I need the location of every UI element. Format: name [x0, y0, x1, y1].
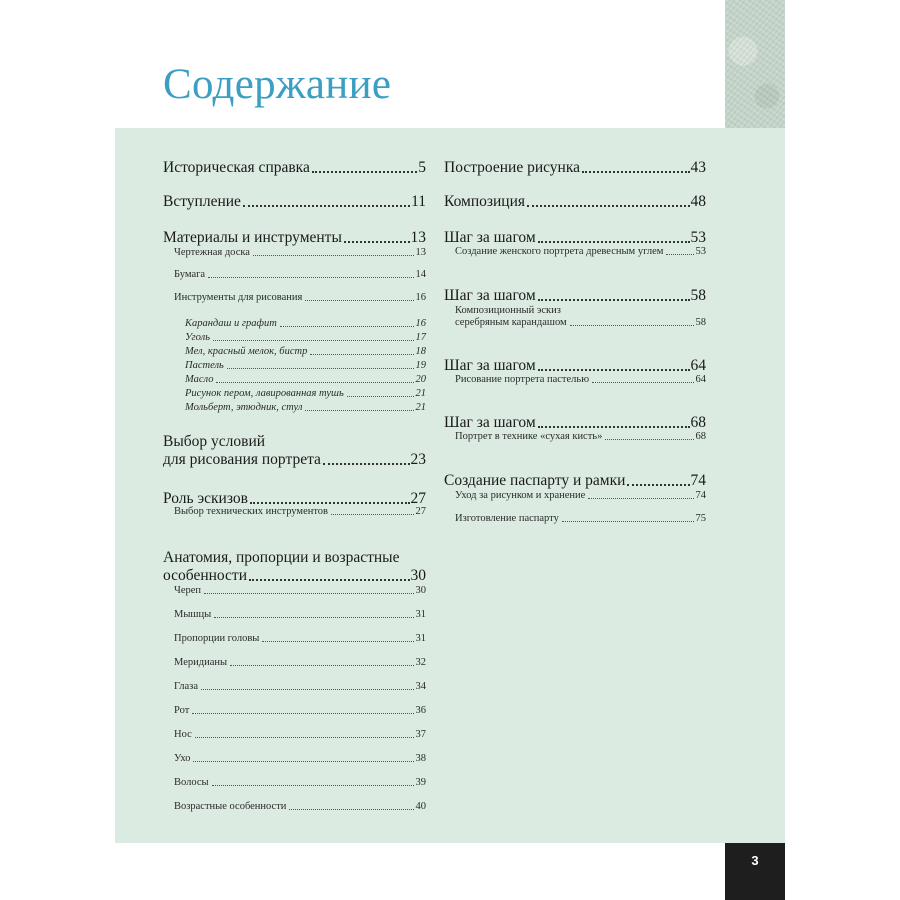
toc-item[interactable] — [185, 402, 426, 414]
dot-leader — [347, 396, 414, 397]
dot-leader — [666, 254, 693, 255]
toc-entry-page: 30 — [410, 567, 426, 584]
toc-entry-page: 64 — [690, 357, 706, 374]
toc-entry-page: 11 — [411, 193, 426, 210]
toc-subentry-page: 31 — [415, 609, 426, 620]
toc-subentry[interactable] — [174, 506, 426, 518]
toc-subentry[interactable] — [455, 431, 706, 443]
toc-item-title: Мольберт, этюдник, стул — [185, 402, 303, 413]
toc-subentry-page: 16 — [415, 292, 426, 303]
dot-leader — [344, 241, 410, 243]
toc-subentry-page: 53 — [695, 246, 706, 257]
toc-subentry-title: Возрастные особенности — [174, 801, 287, 812]
toc-subentry-page: 36 — [415, 705, 426, 716]
toc-subentry[interactable] — [455, 490, 706, 502]
toc-entry[interactable] — [163, 229, 426, 246]
toc-entry-title: Материалы и инструменты — [163, 229, 342, 246]
toc-subentry-title: Волосы — [174, 777, 209, 788]
dot-leader — [305, 410, 413, 411]
dot-leader — [227, 368, 414, 369]
dot-leader — [212, 785, 414, 786]
toc-entry[interactable] — [444, 357, 706, 374]
toc-subentry-page: 38 — [415, 753, 426, 764]
dot-leader — [538, 426, 690, 428]
toc-subentry[interactable] — [174, 633, 426, 645]
dot-leader — [193, 761, 413, 762]
toc-item[interactable] — [185, 360, 426, 372]
toc-subentry-title: Выбор технических инструментов — [174, 506, 329, 517]
toc-subentry-page: 32 — [415, 657, 426, 668]
dot-leader — [201, 689, 414, 690]
dot-leader — [249, 579, 409, 581]
toc-subentry-title: Рот — [174, 705, 190, 716]
toc-subentry-title: Пропорции головы — [174, 633, 260, 644]
dot-leader — [538, 241, 690, 243]
dot-leader — [289, 809, 413, 810]
toc-entry[interactable] — [163, 432, 426, 468]
dot-leader — [230, 665, 413, 666]
toc-item[interactable] — [185, 332, 426, 344]
toc-entry-page: 27 — [410, 490, 426, 507]
toc-item-title: Масло — [185, 374, 214, 385]
dot-leader — [312, 171, 417, 173]
toc-subentry-title: Череп — [174, 585, 202, 596]
toc-subentry-page: 34 — [415, 681, 426, 692]
dot-leader — [195, 737, 414, 738]
toc-subentry[interactable] — [174, 269, 426, 281]
toc-entry-title: Шаг за шагом — [444, 229, 536, 246]
toc-subentry-title: Портрет в технике «сухая кисть» — [455, 431, 603, 442]
dot-leader — [562, 521, 694, 522]
toc-subentry-page: 27 — [415, 506, 426, 517]
dot-leader — [280, 326, 414, 327]
dot-leader — [216, 382, 413, 383]
toc-subentry-page: 39 — [415, 777, 426, 788]
toc-entry-title: Историческая справка — [163, 159, 310, 176]
toc-entry-page: 53 — [690, 229, 706, 246]
toc-item-page: 18 — [415, 346, 426, 357]
toc-entry-title: Шаг за шагом — [444, 357, 536, 374]
toc-subentry-title: Меридианы — [174, 657, 228, 668]
toc-panel — [115, 128, 785, 843]
toc-entry[interactable] — [444, 472, 706, 489]
toc-subentry-page: 30 — [415, 585, 426, 596]
toc-subentry[interactable] — [174, 609, 426, 621]
toc-subentry[interactable] — [174, 247, 426, 259]
toc-subentry-title: Изготовление паспарту — [455, 513, 559, 524]
toc-entry[interactable] — [444, 287, 706, 304]
toc-subentry[interactable] — [174, 292, 426, 304]
dot-leader — [323, 463, 410, 465]
toc-item-page: 21 — [415, 388, 426, 399]
dot-leader — [627, 484, 689, 486]
toc-subentry-page: 37 — [415, 729, 426, 740]
dot-leader — [305, 300, 413, 301]
toc-entry-page: 13 — [410, 229, 426, 246]
toc-item-page: 21 — [415, 402, 426, 413]
dot-leader — [192, 713, 413, 714]
toc-subentry-title: Инструменты для рисования — [174, 292, 303, 303]
toc-entry-title-line1: Выбор условий — [163, 433, 266, 450]
dot-leader — [208, 277, 413, 278]
toc-item-title: Пастель — [185, 360, 224, 371]
toc-subentry[interactable] — [174, 801, 426, 813]
toc-entry-page: 68 — [690, 414, 706, 431]
toc-subentry[interactable] — [174, 657, 426, 669]
toc-entry-page: 23 — [410, 451, 426, 468]
toc-subentry-page: 31 — [415, 633, 426, 644]
toc-subentry-page: 68 — [695, 431, 706, 442]
toc-entry-title: Композиция — [444, 193, 526, 210]
toc-entry[interactable] — [163, 193, 426, 210]
toc-subentry-title: Мышцы — [174, 609, 212, 620]
toc-subentry[interactable] — [174, 585, 426, 597]
toc-entry[interactable] — [444, 159, 706, 176]
toc-subentry-page: 13 — [415, 247, 426, 258]
toc-subentry-title — [455, 305, 567, 329]
toc-item[interactable] — [185, 318, 426, 330]
toc-subentry[interactable] — [455, 305, 706, 329]
toc-entry[interactable] — [444, 229, 706, 246]
toc-item-page: 19 — [415, 360, 426, 371]
page-number: 3 — [725, 843, 785, 900]
toc-subentry[interactable] — [455, 513, 706, 525]
toc-entry-page: 5 — [418, 159, 426, 176]
toc-item-title: Рисунок пером, лавированная тушь — [185, 388, 344, 399]
dot-leader — [331, 514, 413, 515]
toc-subentry-title-line2: серебряным карандашом — [455, 317, 567, 328]
toc-subentry-title: Ухо — [174, 753, 191, 764]
toc-entry[interactable] — [444, 193, 706, 210]
toc-item-page: 16 — [415, 318, 426, 329]
toc-entry[interactable] — [163, 548, 426, 584]
toc-entry-page: 74 — [690, 472, 706, 489]
toc-item[interactable] — [185, 346, 426, 358]
toc-subentry[interactable] — [174, 681, 426, 693]
dot-leader — [527, 205, 689, 207]
dot-leader — [213, 340, 414, 341]
toc-entry-title: Роль эскизов — [163, 490, 248, 507]
toc-item[interactable] — [185, 388, 426, 400]
toc-item-title: Карандаш и графит — [185, 318, 277, 329]
toc-entry-title-line2: для рисования портрета — [163, 451, 321, 468]
dot-leader — [538, 369, 690, 371]
toc-subentry-page: 64 — [695, 374, 706, 385]
toc-entry-title: Вступление — [163, 193, 241, 210]
toc-subentry[interactable] — [455, 374, 706, 386]
dot-leader — [243, 205, 410, 207]
dot-leader — [262, 641, 413, 642]
toc-subentry-title: Нос — [174, 729, 192, 740]
toc-entry-page: 48 — [690, 193, 706, 210]
toc-subentry[interactable] — [174, 729, 426, 741]
dot-leader — [605, 439, 693, 440]
toc-entry-title: Шаг за шагом — [444, 414, 536, 431]
toc-item[interactable] — [185, 374, 426, 386]
toc-subentry-page: 40 — [415, 801, 426, 812]
toc-item-page: 17 — [415, 332, 426, 343]
toc-subentry[interactable] — [174, 753, 426, 765]
toc-entry[interactable] — [444, 414, 706, 431]
toc-subentry-page: 58 — [695, 317, 706, 328]
toc-subentry[interactable] — [455, 246, 706, 258]
dot-leader — [570, 325, 694, 326]
dot-leader — [538, 299, 690, 301]
toc-subentry-title: Глаза — [174, 681, 198, 692]
toc-entry-page: 58 — [690, 287, 706, 304]
toc-subentry[interactable] — [174, 705, 426, 717]
decorative-texture — [725, 0, 785, 128]
dot-leader — [253, 255, 414, 256]
toc-entry-title: Построение рисунка — [444, 159, 581, 176]
toc-entry-title: Создание паспарту и рамки — [444, 472, 626, 489]
dot-leader — [214, 617, 413, 618]
dot-leader — [582, 171, 689, 173]
toc-item-title: Мел, красный мелок, бистр — [185, 346, 308, 357]
toc-entry[interactable] — [163, 490, 426, 507]
toc-entry[interactable] — [163, 159, 426, 176]
toc-subentry-title: Создание женского портрета древесным углем — [455, 246, 664, 257]
toc-subentry-page: 75 — [695, 513, 706, 524]
dot-leader — [592, 382, 693, 383]
toc-subentry-title: Бумага — [174, 269, 206, 280]
page-title: Содержание — [163, 61, 392, 108]
toc-subentry-title: Уход за рисунком и хранение — [455, 490, 586, 501]
toc-subentry-title: Рисование портрета пастелью — [455, 374, 590, 385]
dot-leader — [204, 593, 413, 594]
toc-subentry-page: 14 — [415, 269, 426, 280]
toc-subentry-title: Чертежная доска — [174, 247, 250, 258]
toc-subentry-page: 74 — [695, 490, 706, 501]
dot-leader — [310, 354, 413, 355]
toc-subentry-title-line1: Композиционный эскиз — [455, 305, 561, 316]
toc-entry-title: Шаг за шагом — [444, 287, 536, 304]
dot-leader — [588, 498, 693, 499]
toc-entry-title-line2: особенности — [163, 567, 248, 584]
toc-item-page: 20 — [415, 374, 426, 385]
toc-subentry[interactable] — [174, 777, 426, 789]
toc-entry-page: 43 — [690, 159, 706, 176]
toc-item-title: Уголь — [185, 332, 210, 343]
dot-leader — [250, 502, 410, 504]
toc-entry-title-line1: Анатомия, пропорции и возрастные — [163, 549, 400, 566]
